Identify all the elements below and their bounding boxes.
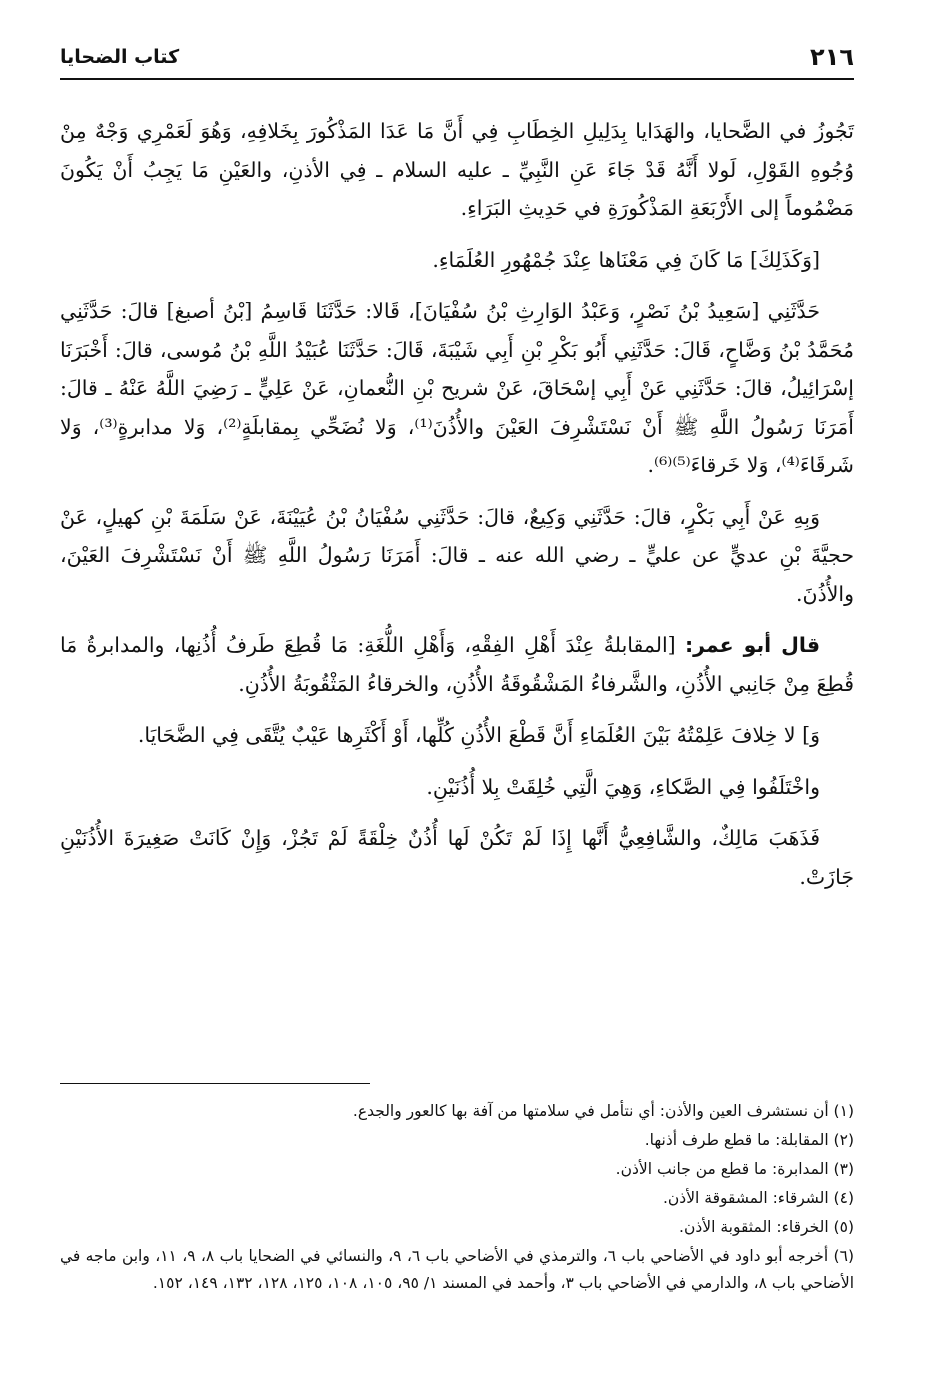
- page-header: [60, 38, 854, 80]
- footnote: (٦) أخرجه أبو داود في الأضاحي باب ٦، والترمذي في الأضاحي باب ٦، ٩، والنسائي في الضحايا باب ٨، ٩، ١١، وابن ماجه في الأضاحي باب ٨، والدارمي في الأضاحي باب ٣، وأحمد في المسند ١/ ٩٥، ١٠٥، ١٠٨، ١٢٥، ١٢٨، ١٣٢، ١٤٩، ١٥٢.: [60, 1247, 854, 1292]
- footnote: (٢) المقابلة: ما قطع طرف أذنها.: [644, 1131, 854, 1149]
- paragraph-text: [المقابلةُ عِنْدَ أَهْلِ الفِقْهِ، وَأَهْلِ اللُّغَةِ: مَا قُطِعَ طَرفُ أُذُنِها، والمدابرةُ مَا قُطِعَ مِنْ جَانِبي الأُذُنِ، والشَّرفاءُ المَشْقُوقَةُ الأُذُنِ، والخرقاءُ المَثْقُوبَةُ الأُذُنِ.: [60, 633, 854, 696]
- book-title: كتاب الضحايا: [60, 46, 180, 68]
- footnote: (١) أن نستشرف العين والأذن: أي نتأمل في سلامتها من آفة بها كالعور والجدع.: [352, 1102, 854, 1120]
- speaker-label: قال أبو عمر:: [684, 633, 820, 657]
- paragraph: [وَكَذَلِكَ] مَا كَانَ فِي مَعْنَاها عِنْدَ جُمْهُورِ العُلَمَاءِ.: [432, 247, 820, 272]
- paragraph: فَذَهَبَ مَالِكٌ، والشَّافِعِيُّ أَنَّها إِذَا لَمْ تَكُنْ لَها أُذُنٌ خِلْقَةً لَمْ تَجُزْ، وَإِنْ كَانَتْ صَغِيرَةَ الأُذُنَيْنِ جَازَتْ.: [60, 826, 854, 889]
- paragraph: وَبِهِ عَنْ أَبِي بَكْرٍ، قالَ: حَدَّثَنِي وَكِيعٌ، قالَ: حَدَّثَنِي سُفْيَانُ بْنُ عُيَيْنَةَ، عَنْ سَلَمَةَ بْنِ كهيلٍ، عَنْ حجيَّةَ بْنِ عديٍّ عن عليٍّ ـ رضي الله عنه ـ قالَ: أَمَرَنَا رَسُولُ اللَّهِ ﷺ أَنْ نَسْتَشْرِفَ العَيْنَ، والأُذُنَ.: [60, 504, 854, 606]
- paragraph: [60, 626, 854, 703]
- footnote: (٥) الخرقاء: المثقوبة الأذن.: [679, 1218, 854, 1236]
- paragraph: واخْتَلَفُوا فِي الصَّكاءِ، وَهِيَ الَّتِي خُلِقَتْ بِلا أُذُنَيْنِ.: [426, 774, 820, 799]
- paragraph: حَدَّثَنِي [سَعِيدُ بْنُ نَصْرٍ، وَعَبْدُ الوَارِثِ بْنُ سُفْيَانَ]، قَالا: حَدَّثَنَا قَاسِمُ [بْنُ أصبغ] قالَ: حَدَّثَنِي مُحَمَّدُ بْنُ وَضَّاحٍ، قَالَ: حَدَّثَنِي أَبُو بَكْرِ بْنِ أَبِي شَيْبَةَ، قَالَ: حَدَّثَنَا عُبَيْدُ اللَّهِ بْنُ مُوسى، قالَ: أَخْبَرَنَا إسْرَائِيلُ، قالَ: حَدَّثَنِي عَنْ أَبِي إسْحَاقَ، عَنْ شريح بْنِ النُّعمانِ، عَنْ عَلِيٍّ ـ رَضِيَ اللَّهُ عَنْهُ ـ قالَ: أَمَرَنَا رَسُولُ اللَّهِ ﷺ أَنْ نَسْتَشْرِفَ العَيْنَ والأُذُنَ⁽¹⁾، وَلا نُضَحِّي بِمقابلَةٍ⁽²⁾، وَلا مدابرةٍ⁽³⁾، وَلا شَرقَاءَ⁽⁴⁾، وَلا خَرقاءَ⁽⁵⁾⁽⁶⁾.: [60, 299, 854, 477]
- paragraph: تَجُوزُ في الضَّحايا، والهَدَايا بِدَلِيلِ الخِطَابِ فِي أَنَّ مَا عَدَا المَذْكُورَ بِخَلافِهِ، وَهُوَ لَعَمْرِي وَجْهٌ مِنْ وُجُوهِ القَوْلِ، لَولا أَنَّهُ قَدْ جَاءَ عَنِ النَّبِيِّ ـ عليه السلام ـ فِي الأذنِ، والعَيْنِ مَا يَجِبُ أَنْ يَكُونَ مَضْمُوماً إلى الأَرْبَعَةِ المَذْكُورَةِ في حَدِيثِ البَرَاءِ.: [60, 119, 854, 220]
- book-page: [60, 38, 854, 1367]
- footnote: (٤) الشرقاء: المشقوقة الأذن.: [662, 1189, 854, 1207]
- page-number: ٢١٦: [810, 43, 854, 71]
- main-text: [60, 112, 854, 896]
- footnote-divider: [60, 1083, 370, 1084]
- footnote: (٣) المدابرة: ما قطع من جانب الأذن.: [615, 1160, 854, 1178]
- footnotes: [60, 1098, 854, 1299]
- paragraph: وَ] لا خِلافَ عَلِمْتُهُ بَيْنَ العُلَمَاءِ أَنَّ قَطْعَ الأُذُنِ كُلِّها، أَوْ أَكْثَرِها عَيْبٌ يُتَّقَى فِي الضَّحَايَا.: [137, 723, 820, 747]
